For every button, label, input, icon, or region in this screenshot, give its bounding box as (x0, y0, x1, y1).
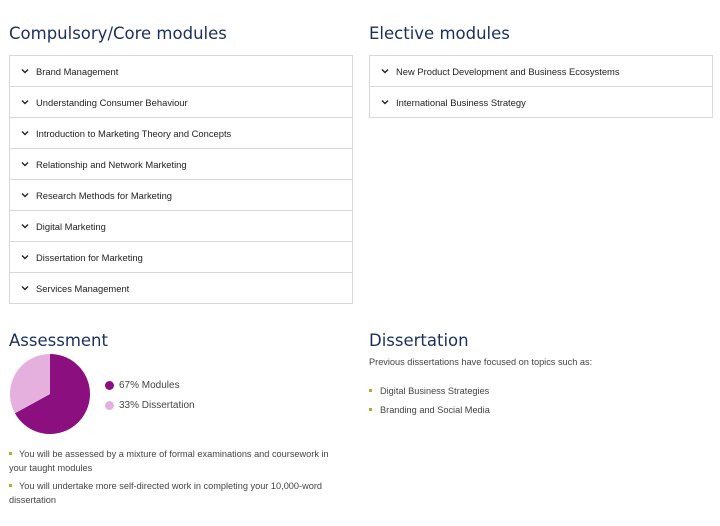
square-bullet-icon (369, 408, 372, 411)
list-item-text: Branding and Social Media (380, 405, 490, 415)
list-item (9, 479, 349, 507)
accordion-item-label: International Business Strategy (396, 96, 526, 108)
list-item-text: You will be assessed by a mixture of formal examinations and coursework in your taught modules (9, 449, 329, 473)
legend-label: 67% Modules (119, 379, 180, 391)
assessment-heading: Assessment (9, 331, 108, 350)
accordion-item-label: Services Management (36, 282, 130, 294)
legend-item-modules (105, 375, 195, 395)
square-bullet-icon (369, 389, 372, 392)
dissertation-intro: Previous dissertations have focused on topics such as: (369, 357, 593, 367)
chevron-down-icon (21, 98, 29, 106)
chevron-down-icon (21, 191, 29, 199)
chevron-down-icon (21, 222, 29, 230)
square-bullet-icon (9, 484, 12, 487)
accordion-item-research-methods[interactable] (10, 180, 352, 211)
list-item-text: Digital Business Strategies (380, 386, 490, 396)
assessment-section (9, 330, 353, 526)
list-item (9, 447, 349, 475)
chevron-down-icon (21, 284, 29, 292)
accordion-item-label: Digital Marketing (36, 220, 106, 232)
accordion-item-label: Dissertation for Marketing (36, 251, 143, 263)
list-item (369, 384, 709, 398)
accordion-item-international-business[interactable] (370, 87, 712, 117)
pie-svg (9, 353, 91, 435)
accordion-item-label: Introduction to Marketing Theory and Concepts (36, 127, 232, 139)
legend-item-dissertation (105, 395, 195, 415)
accordion-item-label: Brand Management (36, 65, 119, 77)
core-modules-section (9, 23, 353, 304)
elective-modules-heading: Elective modules (369, 24, 510, 43)
accordion-item-relationship-marketing[interactable] (10, 149, 352, 180)
accordion-item-label: New Product Development and Business Ecosystems (396, 65, 620, 77)
chevron-down-icon (21, 253, 29, 261)
legend-label: 33% Dissertation (119, 399, 195, 411)
elective-modules-accordion (369, 55, 713, 118)
elective-modules-section (369, 23, 713, 118)
modules-swatch (105, 381, 114, 390)
accordion-item-brand-management[interactable] (10, 56, 352, 87)
accordion-item-digital-marketing[interactable] (10, 211, 352, 242)
dissertation-topics (369, 384, 709, 422)
accordion-item-new-product-development[interactable] (370, 56, 712, 87)
assessment-pie-chart (9, 353, 91, 435)
core-modules-heading: Compulsory/Core modules (9, 24, 227, 43)
core-modules-accordion (9, 55, 353, 304)
accordion-item-marketing-theory[interactable] (10, 118, 352, 149)
dissertation-section (369, 330, 713, 450)
list-item-text: You will undertake more self-directed work in completing your 10,000-word dissertation (9, 481, 322, 505)
square-bullet-icon (9, 452, 12, 455)
accordion-item-label: Research Methods for Marketing (36, 189, 172, 201)
accordion-item-dissertation-marketing[interactable] (10, 242, 352, 273)
dissertation-heading: Dissertation (369, 331, 469, 350)
accordion-item-label: Relationship and Network Marketing (36, 158, 187, 170)
accordion-item-services-management[interactable] (10, 273, 352, 303)
chevron-down-icon (381, 67, 389, 75)
chevron-down-icon (21, 129, 29, 137)
accordion-item-label: Understanding Consumer Behaviour (36, 96, 188, 108)
pie-legend (105, 375, 195, 415)
chevron-down-icon (381, 98, 389, 106)
list-item (369, 403, 709, 417)
dissertation-swatch (105, 401, 114, 410)
chevron-down-icon (21, 160, 29, 168)
chevron-down-icon (21, 67, 29, 75)
assessment-bullets (9, 447, 349, 511)
accordion-item-consumer-behaviour[interactable] (10, 87, 352, 118)
